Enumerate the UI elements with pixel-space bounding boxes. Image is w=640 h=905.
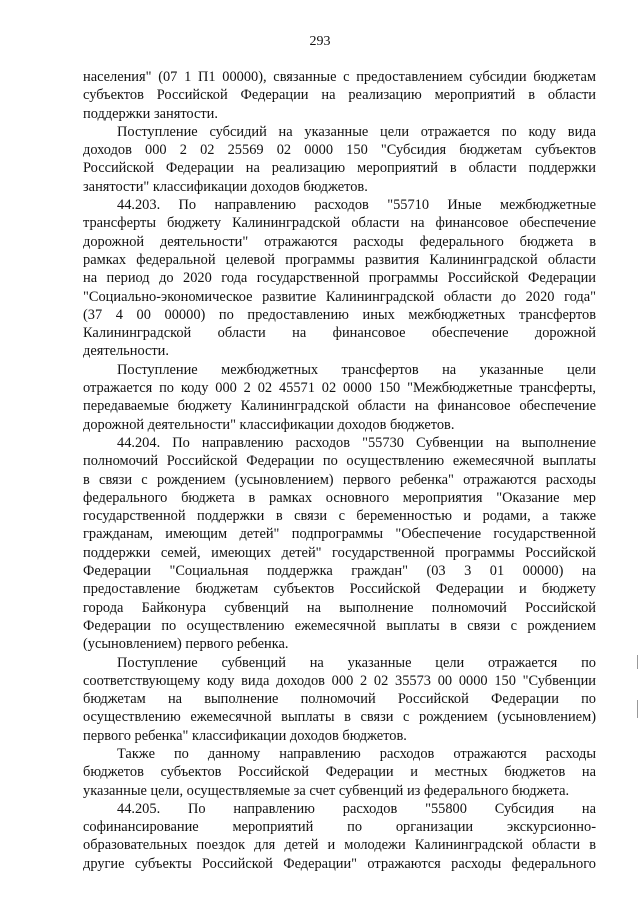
- text-line: 44.205. По направлению расходов "55800 Субсидия на: [117, 800, 596, 817]
- text-line: федерального бюджета в рамках основного мероприятия "Оказание мер: [83, 489, 596, 506]
- text-line: населения" (07 1 П1 00000), связанные с предоставлением субсидии бюджетам: [83, 69, 596, 85]
- text-line: (усыновлением) первого ребенка.: [83, 636, 289, 653]
- text-line: бюджетам на выполнение полномочий Российской Федерации по: [83, 691, 596, 708]
- edge-mark: [637, 700, 638, 718]
- text-line: "Социально-экономическое развитие Калининградской области до 2020 года": [83, 288, 596, 305]
- text-line: Также по данному направлению расходов отражаются расходы: [117, 745, 596, 762]
- text-line: трансферты бюджету Калининградской области на финансовое обеспечение: [83, 215, 596, 232]
- text-line: полномочий Российской Федерации по осуществлению ежемесячной выплаты: [83, 453, 596, 470]
- text-line: соответствующему коду вида доходов 000 2 02 35573 00 0000 150 "Субвенции: [83, 672, 596, 689]
- text-line: другие субъекты Российской Федерации" отражаются расходы федерального: [83, 855, 596, 872]
- text-line: передаваемые бюджету Калининградской области на финансовое обеспечение: [83, 398, 596, 415]
- text-line: гражданам, имеющим детей" подпрограммы "Обеспечение государственной: [83, 526, 596, 543]
- text-line: отражается по коду 000 2 02 45571 02 0000 150 "Межбюджетные трансферты,: [83, 380, 596, 397]
- text-line: занятости" классификации доходов бюджетов.: [83, 178, 368, 195]
- text-line: софинансирование мероприятий по организации экскурсионно-: [83, 819, 596, 836]
- scan-edge-marks: [634, 0, 640, 905]
- text-line: в связи с рождением (усыновлением) первого ребенка" отражаются расходы: [83, 471, 596, 488]
- text-line: образовательных поездок для детей и молодежи Калининградской области в: [83, 837, 596, 854]
- text-line: Поступление субсидий на указанные цели отражается по коду вида: [117, 123, 596, 140]
- text-line: первого ребенка" классификации доходов бюджетов.: [83, 727, 407, 744]
- text-line: Калининградской области на финансовое обеспечение дорожной: [83, 325, 596, 342]
- document-body: [83, 68, 596, 873]
- edge-mark: [637, 655, 638, 669]
- text-line: государственной поддержки в связи с беременностью и родами, а также: [83, 508, 596, 525]
- text-line: Российской Федерации на реализацию мероприятий в области поддержки: [83, 160, 596, 177]
- text-line: дорожной деятельности" классификации доходов бюджетов.: [83, 416, 455, 433]
- text-line: деятельности.: [83, 343, 169, 360]
- text-line: города Байконура субвенций на выполнение полномочий Российской: [83, 599, 596, 616]
- text-line: (37 4 00 00000) по предоставлению иных межбюджетных трансфертов: [83, 306, 596, 323]
- text-line: осуществлению ежемесячной выплаты в связи с рождением (усыновлением): [83, 709, 596, 726]
- text-line: Поступление субвенций на указанные цели отражается по: [117, 654, 596, 671]
- text-line: предоставление бюджетам субъектов Российской Федерации и бюджету: [83, 581, 596, 598]
- text-line: 44.203. По направлению расходов "55710 Иные межбюджетные: [117, 197, 596, 214]
- page-number: 293: [309, 34, 331, 49]
- text-line: Федерации "Социальная поддержка граждан" (03 3 01 00000) на: [83, 563, 596, 580]
- text-line: Федерации по осуществлению ежемесячной выплаты в связи с рождением: [83, 617, 596, 634]
- text-line: поддержки занятости.: [83, 105, 218, 122]
- text-line: поддержки семей, имеющих детей" государственной программы Российской: [83, 544, 596, 561]
- text-line: 44.204. По направлению расходов "55730 Субвенции на выполнение: [117, 434, 596, 451]
- text-line: Поступление межбюджетных трансфертов на указанные цели: [117, 361, 596, 378]
- text-line: дорожной деятельности" отражаются расходы федерального бюджета в: [83, 233, 596, 250]
- text-line: субъектов Российской Федерации на реализацию мероприятий в области: [83, 87, 596, 104]
- text-line: указанные цели, осуществляемые за счет субвенций из федерального бюджета.: [83, 782, 570, 799]
- text-line: доходов 000 2 02 25569 02 0000 150 "Субсидия бюджетам субъектов: [83, 142, 596, 159]
- text-line: рамках федеральной целевой программы развития Калининградской области: [83, 251, 596, 268]
- text-line: на период до 2020 года государственной программы Российской Федерации: [83, 270, 596, 287]
- text-line: бюджетов субъектов Российской Федерации и местных бюджетов на: [83, 764, 596, 781]
